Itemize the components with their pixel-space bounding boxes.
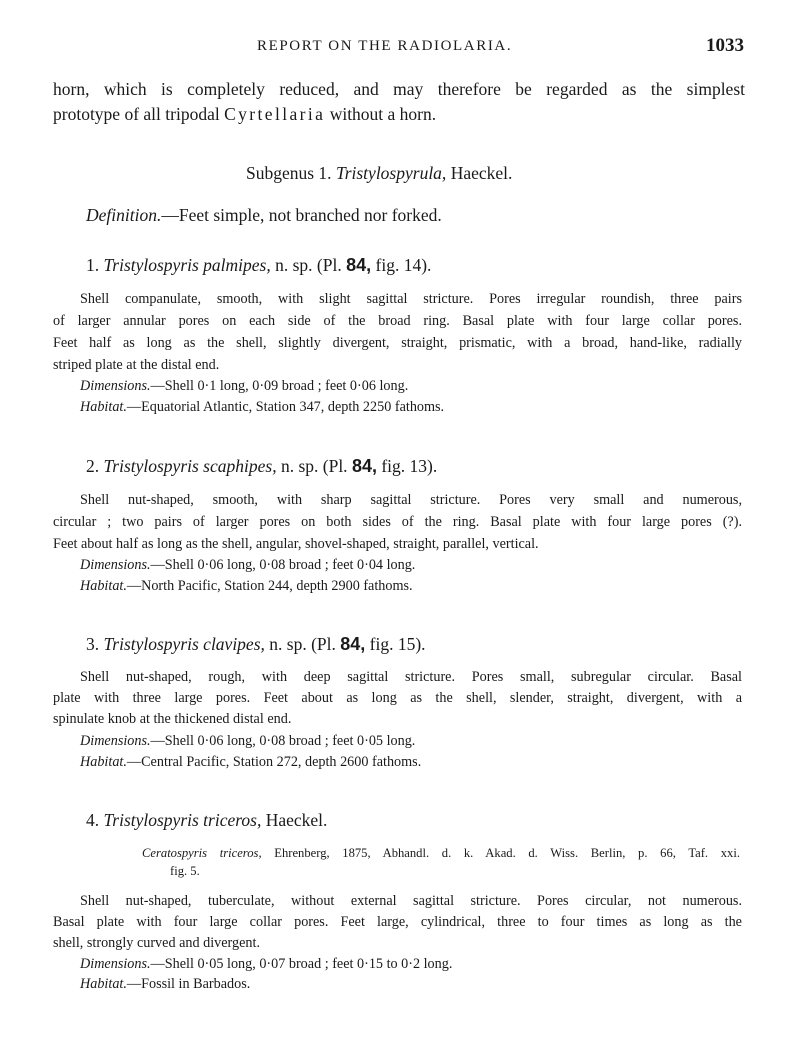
dimensions [80, 956, 452, 973]
habitat-label: Habitat. [80, 578, 127, 594]
species-name: Tristylospyris clavipes, [103, 634, 265, 654]
description-line: plate with three large pores. Feet about as long as the shell, slender, straight, divergent, with a [53, 690, 742, 706]
species-ref-post: fig. 14). [375, 255, 432, 275]
description-line: Shell nut-shaped, rough, with deep sagittal stricture. Pores small, subregular circular. Basal [80, 669, 742, 685]
habitat-label: Habitat. [80, 976, 127, 992]
intro-line-2-pre: prototype of all tripodal [53, 104, 220, 124]
habitat-text: —Equatorial Atlantic, Station 347, depth 2250 fathoms. [126, 399, 445, 415]
species-name: Tristylospyris palmipes, [103, 255, 271, 275]
habitat-text: —North Pacific, Station 244, depth 2900 fathoms. [126, 578, 413, 594]
running-title: REPORT ON THE RADIOLARIA. [257, 38, 513, 54]
habitat [80, 578, 413, 595]
definition-text: —Feet simple, not branched nor forked. [161, 205, 442, 225]
subgenus-name: Tristylospyrula, [335, 163, 447, 183]
species-name: Tristylospyris triceros, [103, 810, 262, 830]
habitat-label: Habitat. [80, 754, 127, 770]
species-author: Haeckel. [265, 810, 328, 830]
species-ref-pre: n. sp. (Pl. [269, 634, 336, 654]
description-line: shell, strongly curved and divergent. [53, 935, 260, 951]
species-number: 2. [86, 456, 100, 476]
plate-number: 84, [346, 255, 372, 275]
species-name: Tristylospyris scaphipes, [103, 456, 277, 476]
species-heading [86, 810, 327, 831]
dimensions-label: Dimensions. [80, 378, 151, 394]
habitat [80, 976, 250, 993]
description-line: spinulate knob at the thickened distal end. [53, 711, 292, 727]
habitat-text: —Fossil in Barbados. [126, 976, 251, 992]
intro-line-1: horn, which is completely reduced, and may therefore be regarded as the simplest [53, 79, 745, 99]
synonym-name: Ceratospyris triceros, [142, 846, 262, 860]
dimensions [80, 378, 408, 395]
definition-label: Definition. [86, 205, 162, 225]
subgenus-author: Haeckel. [450, 163, 513, 183]
description-line: Shell nut-shaped, smooth, with sharp sagittal stricture. Pores very small and numerous, [80, 492, 742, 508]
description-line: Basal plate with four large collar pores. Feet large, cylindrical, three to four times as long as the [53, 914, 742, 930]
description-line: striped plate at the distal end. [53, 357, 220, 373]
synonym-citation: Ehrenberg, 1875, Abhandl. d. k. Akad. d. Wiss. Berlin, p. 66, Taf. xxi. [274, 846, 740, 860]
subgenus-heading [246, 163, 512, 184]
species-heading [86, 634, 426, 655]
dimensions-text: —Shell 0·1 long, 0·09 broad ; feet 0·06 long. [150, 378, 409, 394]
definition [86, 205, 442, 226]
subgenus-prefix: Subgenus 1. [246, 163, 332, 183]
habitat-label: Habitat. [80, 399, 127, 415]
cyrtellaria-term: Cyrtellaria [224, 104, 326, 124]
species-number: 3. [86, 634, 100, 654]
dimensions [80, 557, 415, 574]
habitat [80, 754, 421, 771]
dimensions-text: —Shell 0·05 long, 0·07 broad ; feet 0·15 to 0·2 long. [150, 956, 453, 972]
species-ref-post: fig. 15). [369, 634, 426, 654]
description-line: circular ; two pairs of larger pores on both sides of the ring. Basal plate with four large pores (?). [53, 514, 742, 530]
intro-line-2-post: without a horn. [329, 104, 437, 124]
dimensions-text: —Shell 0·06 long, 0·08 broad ; feet 0·04 long. [150, 557, 416, 573]
dimensions [80, 733, 415, 750]
page-number: 1033 [706, 35, 744, 56]
dimensions-label: Dimensions. [80, 956, 151, 972]
synonym-reference [142, 846, 740, 861]
description-line: Shell companulate, smooth, with slight sagittal stricture. Pores irregular roundish, three pairs [80, 291, 742, 307]
plate-number: 84, [340, 634, 366, 654]
species-ref-post: fig. 13). [381, 456, 438, 476]
dimensions-text: —Shell 0·06 long, 0·08 broad ; feet 0·05 long. [150, 733, 416, 749]
habitat [80, 399, 444, 416]
intro-line-2 [53, 104, 436, 125]
dimensions-label: Dimensions. [80, 557, 151, 573]
dimensions-label: Dimensions. [80, 733, 151, 749]
species-heading [86, 255, 431, 276]
species-ref-pre: n. sp. (Pl. [275, 255, 342, 275]
synonym-reference-cont: fig. 5. [170, 864, 200, 878]
habitat-text: —Central Pacific, Station 272, depth 2600 fathoms. [126, 754, 422, 770]
species-heading [86, 456, 437, 477]
description-line: Feet about half as long as the shell, angular, shovel-shaped, straight, parallel, vertical. [53, 536, 539, 552]
description-line: Shell nut-shaped, tuberculate, without external sagittal stricture. Pores circular, not numerous. [80, 893, 742, 909]
description-line: of larger annular pores on each side of the broad ring. Basal plate with four large collar pores. [53, 313, 742, 329]
plate-number: 84, [351, 456, 377, 476]
species-number: 4. [86, 810, 100, 830]
species-ref-pre: n. sp. (Pl. [280, 456, 348, 476]
description-line: Feet half as long as the shell, slightly divergent, straight, prismatic, with a broad, hand-like, radially [53, 335, 742, 351]
species-number: 1. [86, 255, 100, 275]
